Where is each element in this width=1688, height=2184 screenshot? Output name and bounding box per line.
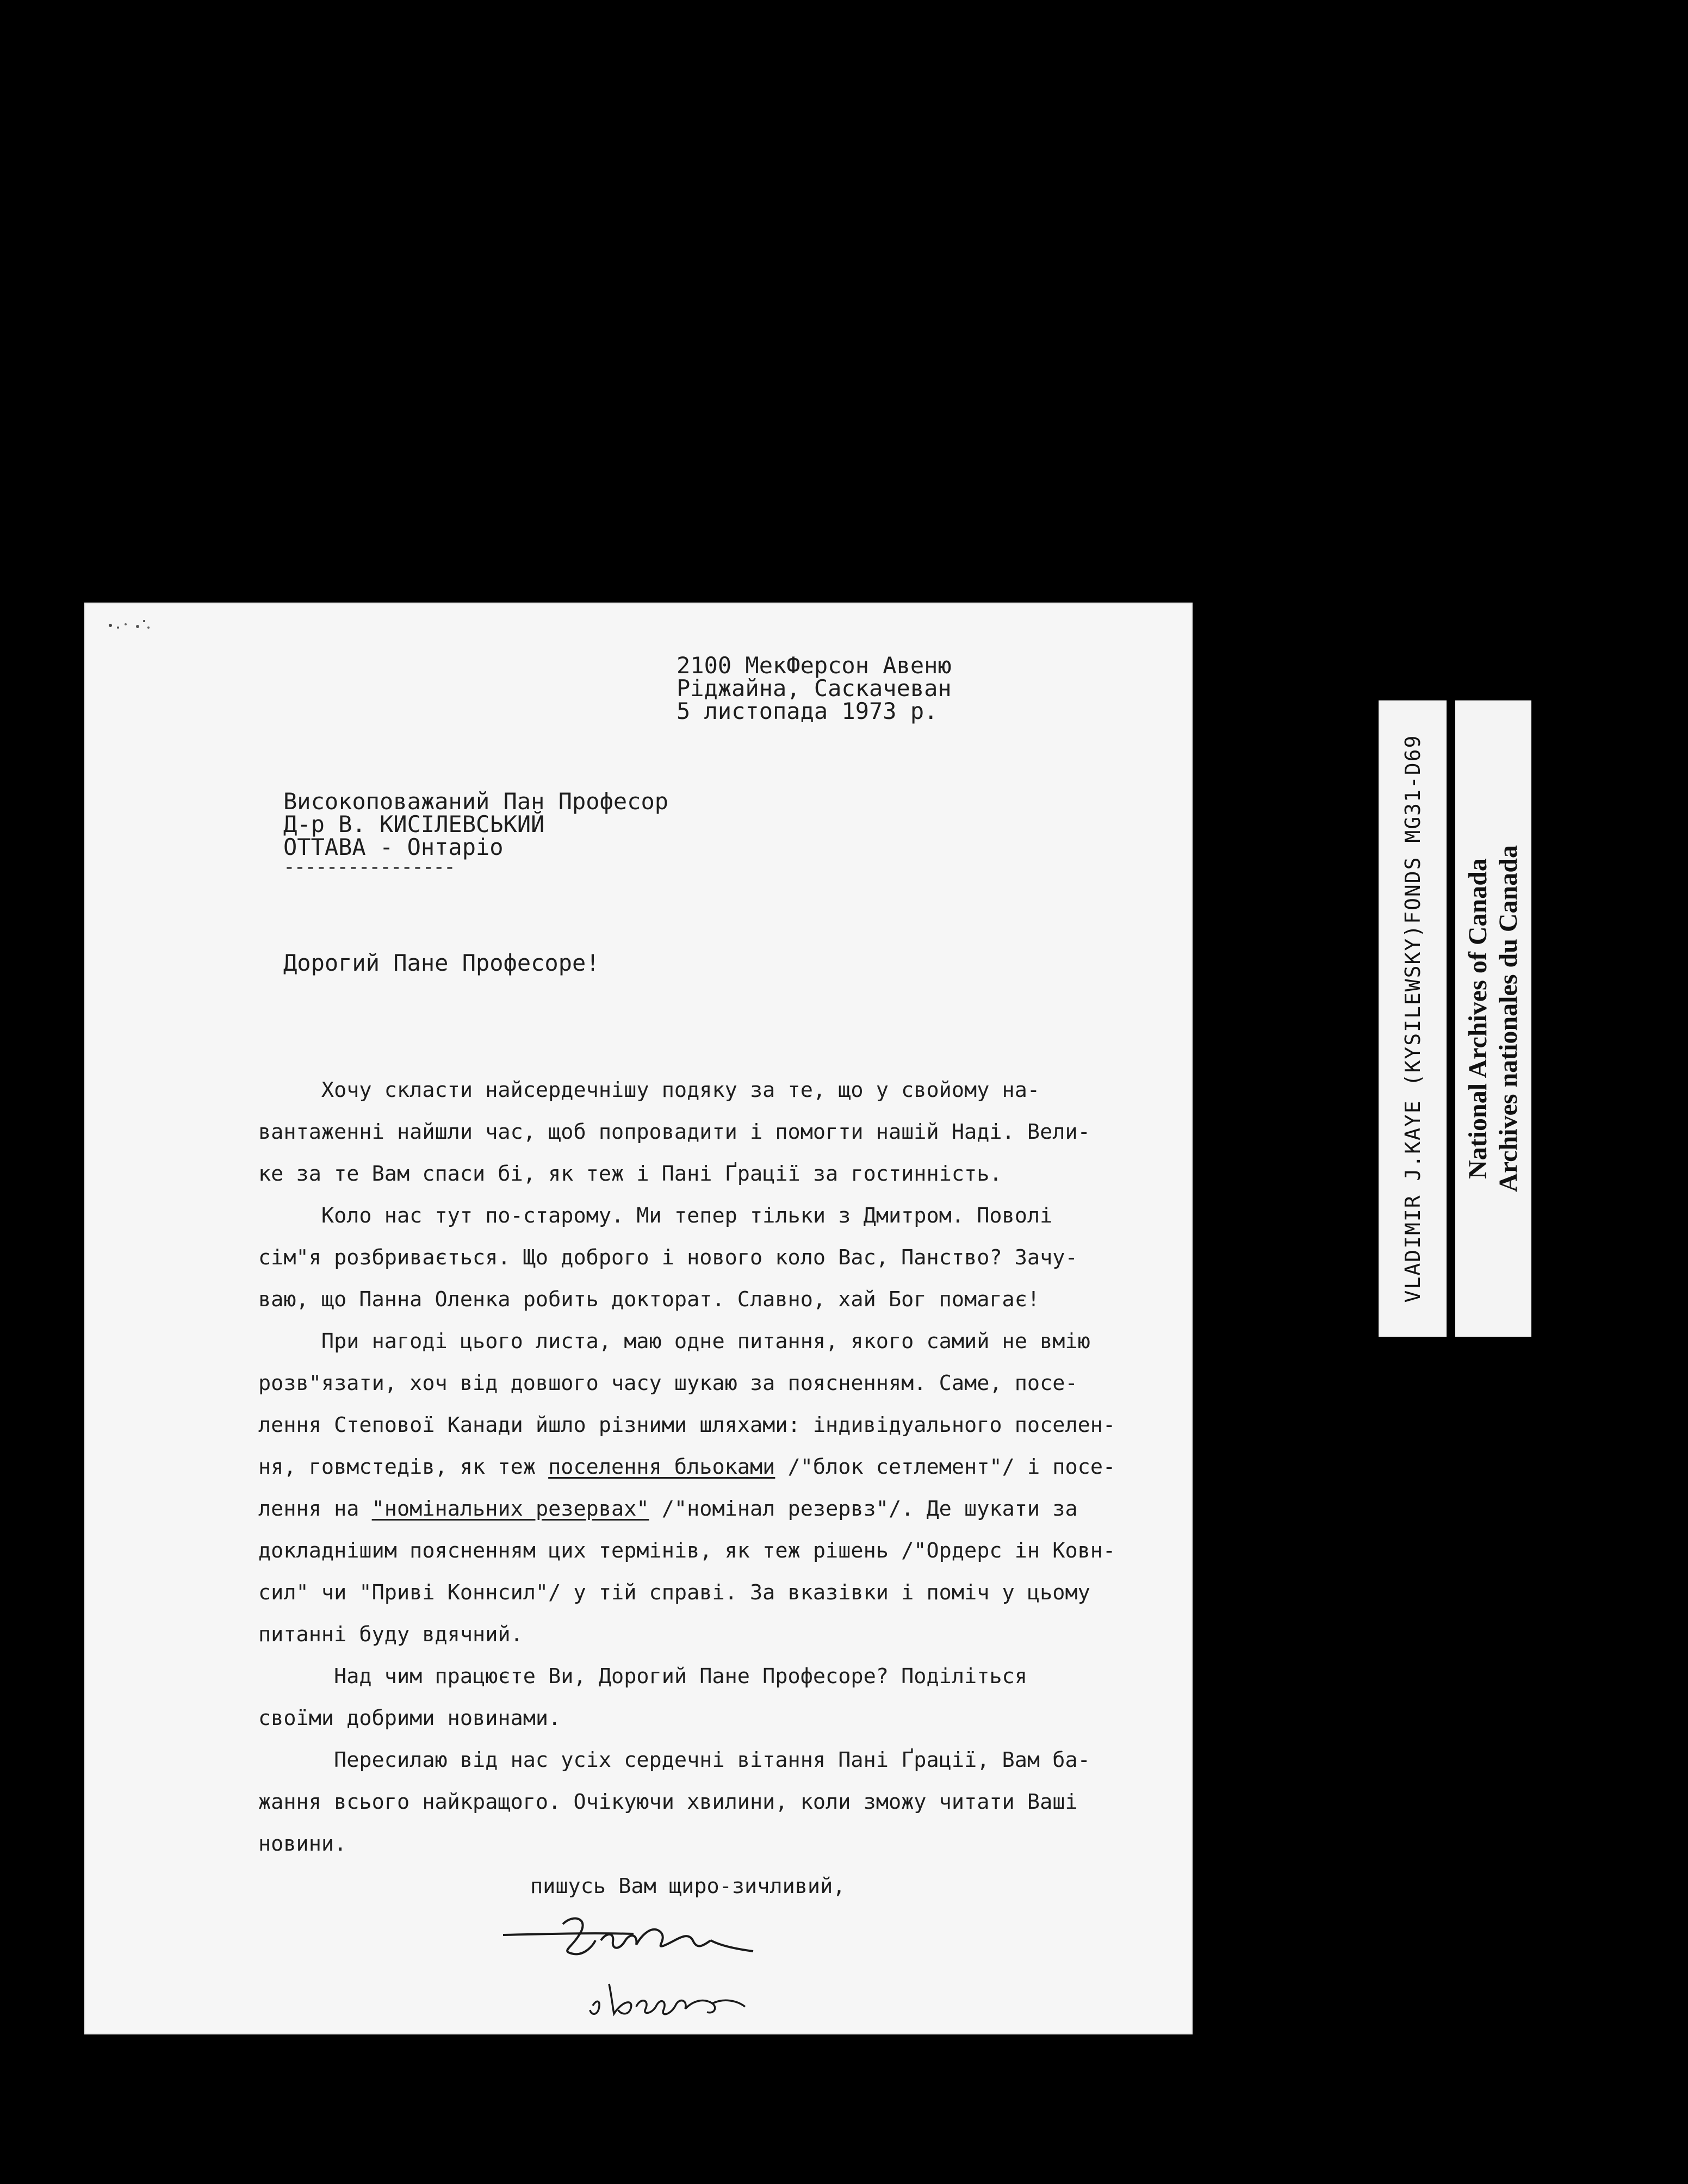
body-line: Хочу скласти найсердечнішу подяку за те, що у свойому на- <box>258 1078 1040 1102</box>
body-line: жання всього найкращого. Очікуючи хвилини, коли зможу читати Ваші <box>258 1790 1078 1814</box>
letter-body <box>258 1069 1205 1865</box>
body-text-segment: лення на <box>258 1497 372 1521</box>
archives-name-en: National Archives of Canada <box>1463 858 1492 1179</box>
recipient-line-1: Високоповажаний Пан Професор <box>283 788 669 815</box>
archives-label <box>1455 700 1531 1337</box>
body-line: ваю, що Панна Оленка робить докторат. Славно, хай Бог помагає! <box>258 1287 1040 1312</box>
body-line: Над чим працюєте Ви, Дорогий Пане Професоре? Поділіться <box>258 1664 1027 1689</box>
body-line: питанні буду вдячний. <box>258 1622 523 1647</box>
body-line: Пересилаю від нас усіх сердечні вітання Пані Ґрації, Вам ба- <box>258 1748 1090 1772</box>
body-line: сім"я розбривається. Що доброго і нового коло Вас, Панство? Зачу- <box>258 1245 1078 1270</box>
recipient-line-2: Д-р В. КИСІЛЕВСЬКИЙ <box>283 811 545 837</box>
fonds-label-text: VLADIMIR J.KAYE (KYSILEWSKY)FONDS MG31-D69 <box>1400 734 1425 1303</box>
recipient-line-3: ОТТАВА - Онтаріо <box>283 834 504 860</box>
underlined-term: поселення бльоками <box>548 1455 775 1479</box>
address-street: 2100 МекФерсон Авеню <box>677 652 952 679</box>
sender-address <box>677 654 952 723</box>
body-text-segment: ня, говмстедів, як теж <box>258 1455 549 1479</box>
body-line: При нагоді цього листа, маю одне питання, якого самий не вмію <box>258 1329 1090 1354</box>
handwritten-signature <box>498 1902 780 2022</box>
paper-specks <box>106 613 171 635</box>
body-line: лення Степової Канади йшло різними шляхами: індивідуального поселен- <box>258 1413 1116 1437</box>
recipient-rule: ---------------- <box>283 856 455 878</box>
recipient-block <box>283 790 668 859</box>
body-line <box>258 1446 1205 1488</box>
body-line: новини. <box>258 1832 347 1856</box>
letter-page <box>84 603 1193 2034</box>
body-line: вантаженні найшли час, щоб попровадити і помогти нашій Наді. Вели- <box>258 1120 1090 1144</box>
body-line <box>258 1488 1205 1530</box>
body-line: Коло нас тут по-старому. Ми тепер тільки з Дмитром. Поволі <box>258 1203 1053 1228</box>
body-text-segment: /"номінал резервз"/. Де шукати за <box>649 1497 1078 1521</box>
body-line: своїми добрими новинами. <box>258 1706 561 1730</box>
address-city: Ріджайна, Саскачеван <box>677 675 952 702</box>
body-line: докладнішим поясненням цих термінів, як теж рішень /"Ордерс ін Ковн- <box>258 1538 1116 1563</box>
archives-label-text <box>1463 845 1524 1192</box>
body-line: розв"язати, хоч від довшого часу шукаю за поясненням. Саме, посе- <box>258 1371 1078 1395</box>
body-line: сил" чи "Приві Коннсил"/ у тій справі. За вказівки і поміч у цьому <box>258 1580 1090 1605</box>
letter-date: 5 листопада 1973 р. <box>677 698 938 724</box>
archives-name-fr: Archives nationales du Canada <box>1494 845 1523 1192</box>
salutation: Дорогий Пане Професоре! <box>283 950 600 976</box>
body-text-segment: /"блок сетлемент"/ і посе- <box>775 1455 1116 1479</box>
underlined-term: "номінальних резервах" <box>371 1497 649 1521</box>
body-line: ке за те Вам спаси бі, як теж і Пані Ґрації за гостинність. <box>258 1162 1002 1186</box>
closing-line: пишусь Вам щиро-зичливий, <box>530 1874 846 1898</box>
fonds-label <box>1379 700 1447 1337</box>
